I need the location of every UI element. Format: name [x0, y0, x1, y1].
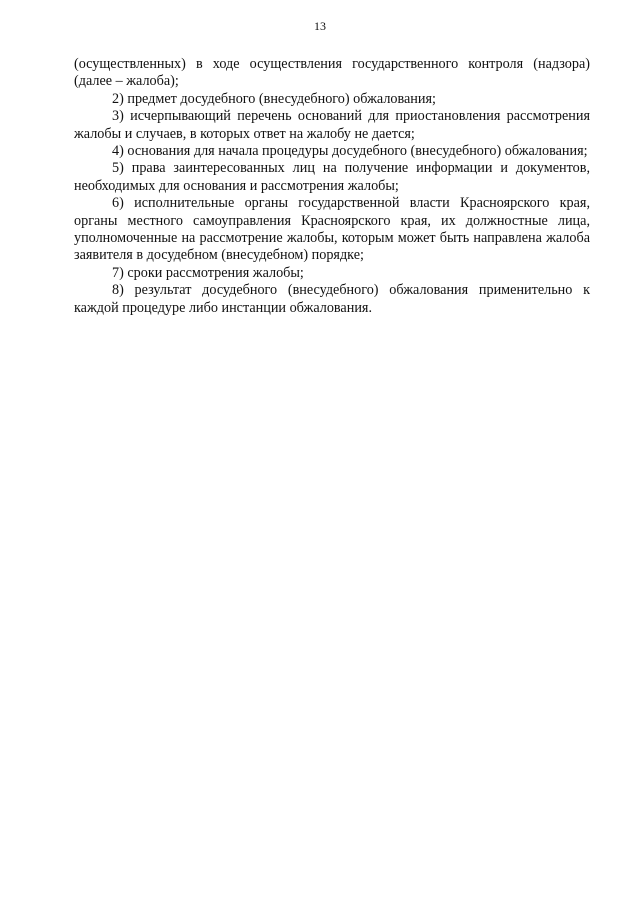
list-item-8: 8) результат досудебного (внесудебного) обжалования применительно к каждой процедуре либо инстанции обжалования.	[74, 282, 590, 316]
list-item-2: 2) предмет досудебного (внесудебного) обжалования;	[112, 90, 436, 107]
list-item-3: 3) исчерпывающий перечень оснований для приостановления рассмотрения жалобы и случаев, в которых ответ на жалобу не дается;	[74, 108, 590, 142]
list-item-7: 7) сроки рассмотрения жалобы;	[112, 264, 304, 281]
list-item-6: 6) исполнительные органы государственной власти Красноярского края, органы местного самоуправления Красноярского края, их должностные лица, уполномоченные на рассмотрение жалобы, которым может быть направлена жалоба заявителя в досудебном (внесудебном) порядке;	[74, 195, 590, 264]
list-item-4: 4) основания для начала процедуры досудебного (внесудебного) обжалования;	[112, 143, 588, 160]
document-body	[74, 56, 590, 317]
list-item-5: 5) права заинтересованных лиц на получение информации и документов, необходимых для основания и рассмотрения жалобы;	[74, 160, 590, 194]
paragraph-continuation: (осуществленных) в ходе осуществления государственного контроля (надзора) (далее – жалоба);	[74, 56, 590, 90]
page-number: 13	[314, 19, 326, 33]
